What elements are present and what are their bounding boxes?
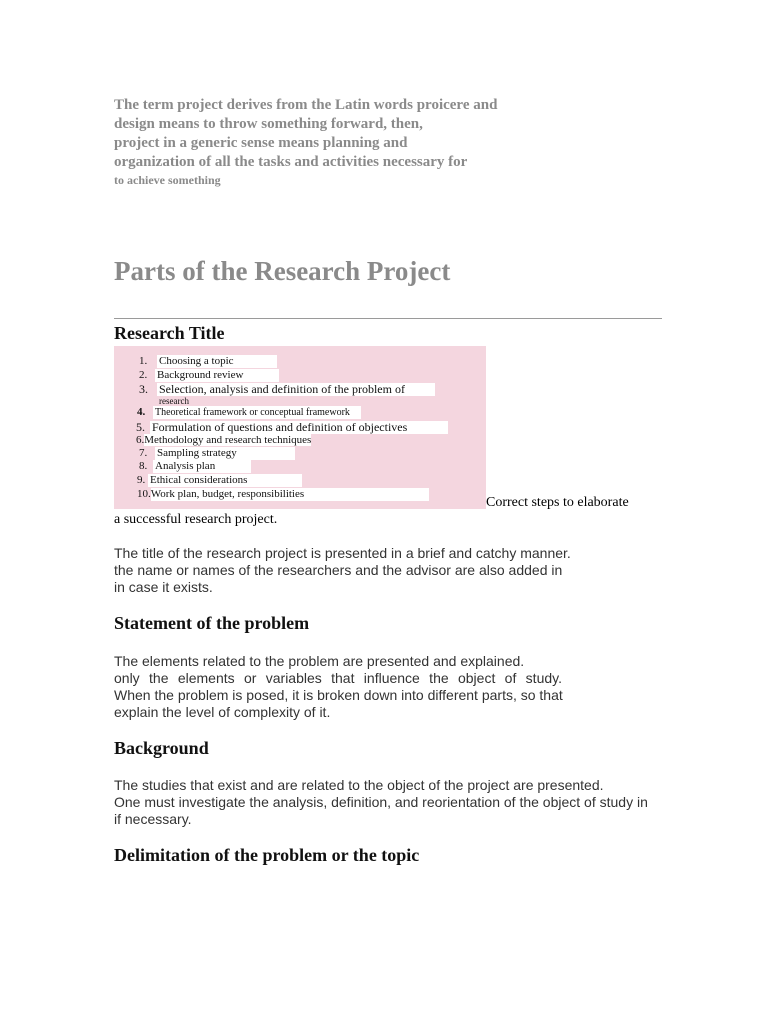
intro-line: organization of all the tasks and activities necessary for [114, 154, 468, 170]
step-item: 3. Selection, analysis and definition of the problem of [139, 383, 435, 396]
research-title-paragraph [114, 545, 679, 596]
intro-line: to achieve something [114, 173, 221, 187]
intro-paragraph [114, 96, 584, 188]
intro-line: design means to throw something forward, then, [114, 116, 423, 132]
divider [114, 318, 662, 319]
section-heading-delimitation: Delimitation of the problem or the topic [114, 845, 420, 865]
intro-line: The term project derives from the Latin words proicere and [114, 97, 498, 113]
section-heading-background: Background [114, 738, 209, 758]
step-item: research [159, 396, 189, 406]
step-item: 2. Background review [139, 369, 279, 382]
page-title: Parts of the Research Project [114, 256, 451, 286]
step-item: 4. Theoretical framework or conceptual framework [137, 406, 361, 419]
paragraph-line: One must investigate the analysis, definition, and reorientation of the object of study in [114, 794, 648, 810]
statement-paragraph [114, 653, 679, 721]
section-heading-statement: Statement of the problem [114, 613, 310, 633]
step-item: 5. Formulation of questions and definition of objectives [136, 421, 448, 434]
section-heading-research-title: Research Title [114, 323, 225, 343]
paragraph-line: explain the level of complexity of it. [114, 704, 331, 720]
paragraph-line: only the elements or variables that influence the object of study. [114, 670, 562, 686]
step-item: 8. Analysis plan [139, 460, 251, 473]
steps-figure [114, 346, 486, 509]
paragraph-line: if necessary. [114, 811, 192, 827]
paragraph-line: The title of the research project is presented in a brief and catchy manner. [114, 545, 571, 561]
step-item: 7. Sampling strategy [139, 447, 295, 460]
background-paragraph [114, 777, 679, 828]
step-item: 6.Methodology and research techniques [136, 434, 312, 446]
intro-line: project in a generic sense means planning and [114, 135, 408, 151]
figure-caption-continued: a successful research project. [114, 512, 278, 527]
paragraph-line: in case it exists. [114, 579, 213, 595]
paragraph-line: the name or names of the researchers and the advisor are also added in [114, 562, 563, 578]
step-item: 9. Ethical considerations [137, 474, 302, 487]
figure-caption: Correct steps to elaborate [486, 495, 629, 510]
step-item: 10.Work plan, budget, responsibilities [137, 488, 429, 501]
paragraph-line: When the problem is posed, it is broken down into different parts, so that [114, 687, 563, 703]
step-item: 1. Choosing a topic [139, 355, 277, 368]
paragraph-line: The studies that exist and are related to the object of the project are presented. [114, 777, 604, 793]
paragraph-line: The elements related to the problem are presented and explained. [114, 653, 525, 669]
